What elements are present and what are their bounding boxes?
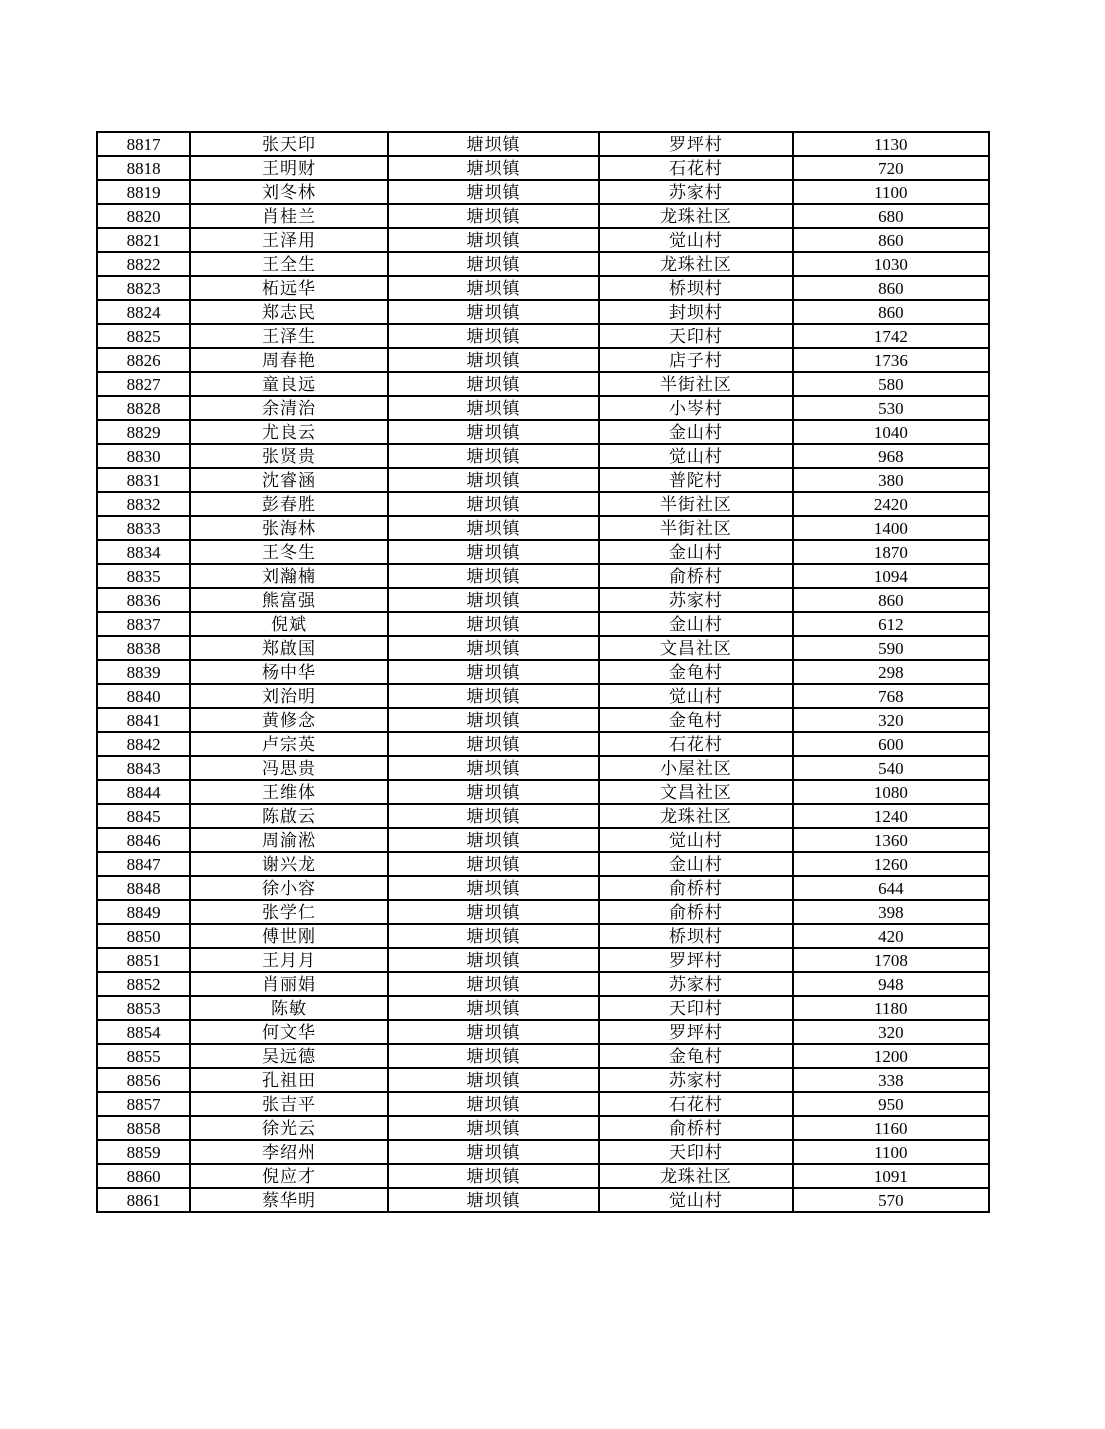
cell-serial: 8841	[97, 708, 190, 732]
table-row	[97, 780, 989, 804]
table-row	[97, 444, 989, 468]
cell-serial: 8853	[97, 996, 190, 1020]
cell-name: 童良远	[190, 372, 388, 396]
cell-name: 徐光云	[190, 1116, 388, 1140]
cell-amount: 860	[793, 276, 989, 300]
cell-name: 尤良云	[190, 420, 388, 444]
cell-serial: 8832	[97, 492, 190, 516]
cell-town: 塘坝镇	[388, 300, 599, 324]
cell-village: 封坝村	[599, 300, 793, 324]
cell-serial: 8827	[97, 372, 190, 396]
cell-serial: 8854	[97, 1020, 190, 1044]
cell-amount: 644	[793, 876, 989, 900]
cell-amount: 612	[793, 612, 989, 636]
cell-name: 王冬生	[190, 540, 388, 564]
cell-town: 塘坝镇	[388, 852, 599, 876]
cell-serial: 8848	[97, 876, 190, 900]
table-row	[97, 972, 989, 996]
cell-amount: 1200	[793, 1044, 989, 1068]
cell-name: 郑啟国	[190, 636, 388, 660]
cell-name: 卢宗英	[190, 732, 388, 756]
cell-amount: 298	[793, 660, 989, 684]
cell-village: 金龟村	[599, 1044, 793, 1068]
cell-village: 天印村	[599, 324, 793, 348]
cell-amount: 1260	[793, 852, 989, 876]
cell-town: 塘坝镇	[388, 420, 599, 444]
cell-town: 塘坝镇	[388, 660, 599, 684]
table-row	[97, 516, 989, 540]
cell-village: 罗坪村	[599, 132, 793, 156]
cell-village: 龙珠社区	[599, 1164, 793, 1188]
cell-name: 张贤贵	[190, 444, 388, 468]
cell-serial: 8855	[97, 1044, 190, 1068]
cell-name: 周春艳	[190, 348, 388, 372]
cell-amount: 968	[793, 444, 989, 468]
cell-serial: 8820	[97, 204, 190, 228]
cell-serial: 8851	[97, 948, 190, 972]
cell-town: 塘坝镇	[388, 684, 599, 708]
cell-serial: 8823	[97, 276, 190, 300]
table-row	[97, 684, 989, 708]
table-row	[97, 1140, 989, 1164]
cell-name: 王全生	[190, 252, 388, 276]
cell-village: 文昌社区	[599, 636, 793, 660]
cell-amount: 860	[793, 300, 989, 324]
cell-town: 塘坝镇	[388, 132, 599, 156]
table-row	[97, 660, 989, 684]
cell-town: 塘坝镇	[388, 828, 599, 852]
cell-name: 刘治明	[190, 684, 388, 708]
cell-name: 王月月	[190, 948, 388, 972]
cell-town: 塘坝镇	[388, 348, 599, 372]
cell-serial: 8847	[97, 852, 190, 876]
cell-serial: 8836	[97, 588, 190, 612]
cell-town: 塘坝镇	[388, 492, 599, 516]
cell-amount: 1180	[793, 996, 989, 1020]
table-row	[97, 564, 989, 588]
cell-village: 龙珠社区	[599, 252, 793, 276]
cell-name: 陈啟云	[190, 804, 388, 828]
cell-serial: 8857	[97, 1092, 190, 1116]
table-row	[97, 132, 989, 156]
cell-village: 觉山村	[599, 684, 793, 708]
cell-amount: 540	[793, 756, 989, 780]
cell-serial: 8850	[97, 924, 190, 948]
cell-town: 塘坝镇	[388, 252, 599, 276]
cell-town: 塘坝镇	[388, 468, 599, 492]
cell-town: 塘坝镇	[388, 636, 599, 660]
cell-amount: 680	[793, 204, 989, 228]
cell-town: 塘坝镇	[388, 732, 599, 756]
cell-village: 觉山村	[599, 444, 793, 468]
cell-serial: 8858	[97, 1116, 190, 1140]
table-row	[97, 468, 989, 492]
cell-village: 俞桥村	[599, 876, 793, 900]
cell-amount: 860	[793, 228, 989, 252]
cell-name: 张海林	[190, 516, 388, 540]
cell-serial: 8837	[97, 612, 190, 636]
cell-name: 谢兴龙	[190, 852, 388, 876]
cell-amount: 1100	[793, 180, 989, 204]
table-row	[97, 756, 989, 780]
cell-amount: 1160	[793, 1116, 989, 1140]
cell-name: 王明财	[190, 156, 388, 180]
cell-amount: 1742	[793, 324, 989, 348]
table-row	[97, 948, 989, 972]
cell-town: 塘坝镇	[388, 708, 599, 732]
cell-amount: 1400	[793, 516, 989, 540]
cell-name: 张吉平	[190, 1092, 388, 1116]
cell-serial: 8824	[97, 300, 190, 324]
cell-village: 小岑村	[599, 396, 793, 420]
cell-village: 苏家村	[599, 1068, 793, 1092]
cell-serial: 8843	[97, 756, 190, 780]
table-row	[97, 708, 989, 732]
cell-name: 肖丽娟	[190, 972, 388, 996]
table-row	[97, 1116, 989, 1140]
cell-name: 沈睿涵	[190, 468, 388, 492]
cell-village: 罗坪村	[599, 948, 793, 972]
cell-town: 塘坝镇	[388, 324, 599, 348]
cell-name: 彭春胜	[190, 492, 388, 516]
cell-village: 金龟村	[599, 708, 793, 732]
cell-village: 普陀村	[599, 468, 793, 492]
cell-serial: 8844	[97, 780, 190, 804]
cell-town: 塘坝镇	[388, 756, 599, 780]
cell-name: 肖桂兰	[190, 204, 388, 228]
table-row	[97, 1164, 989, 1188]
cell-serial: 8831	[97, 468, 190, 492]
cell-village: 金龟村	[599, 660, 793, 684]
cell-village: 石花村	[599, 156, 793, 180]
cell-town: 塘坝镇	[388, 612, 599, 636]
table-row	[97, 612, 989, 636]
cell-town: 塘坝镇	[388, 180, 599, 204]
cell-serial: 8825	[97, 324, 190, 348]
cell-village: 俞桥村	[599, 900, 793, 924]
cell-town: 塘坝镇	[388, 588, 599, 612]
cell-amount: 570	[793, 1188, 989, 1212]
cell-town: 塘坝镇	[388, 1068, 599, 1092]
cell-village: 桥坝村	[599, 276, 793, 300]
cell-name: 李绍州	[190, 1140, 388, 1164]
cell-amount: 860	[793, 588, 989, 612]
cell-serial: 8833	[97, 516, 190, 540]
cell-name: 傅世刚	[190, 924, 388, 948]
cell-village: 天印村	[599, 1140, 793, 1164]
cell-town: 塘坝镇	[388, 276, 599, 300]
cell-serial: 8830	[97, 444, 190, 468]
cell-town: 塘坝镇	[388, 948, 599, 972]
table-row	[97, 804, 989, 828]
table-row	[97, 324, 989, 348]
cell-amount: 420	[793, 924, 989, 948]
cell-village: 半街社区	[599, 372, 793, 396]
cell-amount: 1870	[793, 540, 989, 564]
cell-name: 倪斌	[190, 612, 388, 636]
table-row	[97, 900, 989, 924]
cell-amount: 590	[793, 636, 989, 660]
records-table	[96, 131, 990, 1213]
cell-amount: 1100	[793, 1140, 989, 1164]
table-row	[97, 228, 989, 252]
cell-serial: 8839	[97, 660, 190, 684]
cell-name: 陈敏	[190, 996, 388, 1020]
table-row	[97, 420, 989, 444]
cell-town: 塘坝镇	[388, 996, 599, 1020]
cell-town: 塘坝镇	[388, 396, 599, 420]
cell-village: 苏家村	[599, 588, 793, 612]
table-row	[97, 1020, 989, 1044]
cell-village: 文昌社区	[599, 780, 793, 804]
cell-town: 塘坝镇	[388, 876, 599, 900]
cell-serial: 8840	[97, 684, 190, 708]
cell-village: 半街社区	[599, 492, 793, 516]
cell-village: 金山村	[599, 420, 793, 444]
cell-amount: 530	[793, 396, 989, 420]
table-row	[97, 924, 989, 948]
cell-serial: 8829	[97, 420, 190, 444]
cell-town: 塘坝镇	[388, 1044, 599, 1068]
table-row	[97, 180, 989, 204]
cell-serial: 8852	[97, 972, 190, 996]
table-row	[97, 996, 989, 1020]
cell-serial: 8822	[97, 252, 190, 276]
cell-amount: 380	[793, 468, 989, 492]
cell-name: 张学仁	[190, 900, 388, 924]
cell-town: 塘坝镇	[388, 156, 599, 180]
records-table-body	[97, 132, 989, 1212]
cell-town: 塘坝镇	[388, 972, 599, 996]
cell-town: 塘坝镇	[388, 516, 599, 540]
cell-serial: 8849	[97, 900, 190, 924]
table-row	[97, 588, 989, 612]
cell-serial: 8834	[97, 540, 190, 564]
cell-amount: 1736	[793, 348, 989, 372]
cell-name: 杨中华	[190, 660, 388, 684]
cell-serial: 8826	[97, 348, 190, 372]
cell-village: 金山村	[599, 540, 793, 564]
cell-town: 塘坝镇	[388, 540, 599, 564]
cell-serial: 8835	[97, 564, 190, 588]
cell-town: 塘坝镇	[388, 1164, 599, 1188]
cell-village: 店子村	[599, 348, 793, 372]
cell-village: 金山村	[599, 612, 793, 636]
cell-town: 塘坝镇	[388, 1140, 599, 1164]
cell-serial: 8859	[97, 1140, 190, 1164]
cell-serial: 8838	[97, 636, 190, 660]
cell-town: 塘坝镇	[388, 372, 599, 396]
table-row	[97, 828, 989, 852]
cell-town: 塘坝镇	[388, 204, 599, 228]
cell-amount: 320	[793, 1020, 989, 1044]
table-row	[97, 204, 989, 228]
cell-village: 俞桥村	[599, 1116, 793, 1140]
cell-village: 苏家村	[599, 972, 793, 996]
cell-name: 吴远德	[190, 1044, 388, 1068]
cell-serial: 8861	[97, 1188, 190, 1212]
cell-name: 柘远华	[190, 276, 388, 300]
cell-village: 罗坪村	[599, 1020, 793, 1044]
cell-name: 熊富强	[190, 588, 388, 612]
cell-name: 刘瀚楠	[190, 564, 388, 588]
cell-village: 觉山村	[599, 1188, 793, 1212]
cell-town: 塘坝镇	[388, 1188, 599, 1212]
table-row	[97, 492, 989, 516]
table-row	[97, 1068, 989, 1092]
cell-village: 苏家村	[599, 180, 793, 204]
cell-village: 觉山村	[599, 828, 793, 852]
cell-name: 余清治	[190, 396, 388, 420]
table-row	[97, 276, 989, 300]
cell-town: 塘坝镇	[388, 924, 599, 948]
cell-town: 塘坝镇	[388, 900, 599, 924]
cell-amount: 1240	[793, 804, 989, 828]
cell-town: 塘坝镇	[388, 1116, 599, 1140]
cell-name: 周渝淞	[190, 828, 388, 852]
cell-name: 何文华	[190, 1020, 388, 1044]
cell-village: 石花村	[599, 732, 793, 756]
cell-name: 黄修念	[190, 708, 388, 732]
cell-name: 蔡华明	[190, 1188, 388, 1212]
cell-amount: 600	[793, 732, 989, 756]
cell-town: 塘坝镇	[388, 780, 599, 804]
cell-town: 塘坝镇	[388, 564, 599, 588]
cell-serial: 8856	[97, 1068, 190, 1092]
cell-amount: 720	[793, 156, 989, 180]
table-row	[97, 300, 989, 324]
table-row	[97, 348, 989, 372]
cell-name: 冯思贵	[190, 756, 388, 780]
cell-amount: 1360	[793, 828, 989, 852]
cell-amount: 1080	[793, 780, 989, 804]
cell-serial: 8819	[97, 180, 190, 204]
table-row	[97, 876, 989, 900]
cell-amount: 948	[793, 972, 989, 996]
table-row	[97, 396, 989, 420]
table-row	[97, 1044, 989, 1068]
cell-amount: 398	[793, 900, 989, 924]
table-row	[97, 1092, 989, 1116]
cell-serial: 8821	[97, 228, 190, 252]
cell-serial: 8817	[97, 132, 190, 156]
cell-name: 倪应才	[190, 1164, 388, 1188]
cell-village: 俞桥村	[599, 564, 793, 588]
cell-amount: 580	[793, 372, 989, 396]
cell-amount: 1091	[793, 1164, 989, 1188]
cell-amount: 338	[793, 1068, 989, 1092]
cell-village: 石花村	[599, 1092, 793, 1116]
cell-serial: 8860	[97, 1164, 190, 1188]
cell-town: 塘坝镇	[388, 804, 599, 828]
table-row	[97, 156, 989, 180]
cell-amount: 950	[793, 1092, 989, 1116]
cell-amount: 1030	[793, 252, 989, 276]
cell-town: 塘坝镇	[388, 1020, 599, 1044]
cell-name: 郑志民	[190, 300, 388, 324]
cell-serial: 8846	[97, 828, 190, 852]
table-row	[97, 732, 989, 756]
cell-name: 王维体	[190, 780, 388, 804]
cell-town: 塘坝镇	[388, 228, 599, 252]
cell-town: 塘坝镇	[388, 444, 599, 468]
cell-village: 龙珠社区	[599, 804, 793, 828]
table-row	[97, 636, 989, 660]
cell-amount: 1708	[793, 948, 989, 972]
cell-amount: 2420	[793, 492, 989, 516]
cell-town: 塘坝镇	[388, 1092, 599, 1116]
table-row	[97, 252, 989, 276]
cell-village: 半街社区	[599, 516, 793, 540]
cell-amount: 1130	[793, 132, 989, 156]
cell-serial: 8828	[97, 396, 190, 420]
cell-serial: 8845	[97, 804, 190, 828]
cell-village: 龙珠社区	[599, 204, 793, 228]
cell-village: 桥坝村	[599, 924, 793, 948]
cell-serial: 8818	[97, 156, 190, 180]
cell-village: 金山村	[599, 852, 793, 876]
cell-amount: 320	[793, 708, 989, 732]
cell-village: 天印村	[599, 996, 793, 1020]
cell-amount: 1094	[793, 564, 989, 588]
cell-name: 孔祖田	[190, 1068, 388, 1092]
cell-serial: 8842	[97, 732, 190, 756]
cell-village: 觉山村	[599, 228, 793, 252]
cell-amount: 768	[793, 684, 989, 708]
table-row	[97, 1188, 989, 1212]
cell-name: 王泽用	[190, 228, 388, 252]
cell-amount: 1040	[793, 420, 989, 444]
cell-name: 王泽生	[190, 324, 388, 348]
table-row	[97, 372, 989, 396]
table-row	[97, 540, 989, 564]
cell-name: 徐小容	[190, 876, 388, 900]
cell-name: 张天印	[190, 132, 388, 156]
cell-village: 小屋社区	[599, 756, 793, 780]
cell-name: 刘冬林	[190, 180, 388, 204]
table-row	[97, 852, 989, 876]
